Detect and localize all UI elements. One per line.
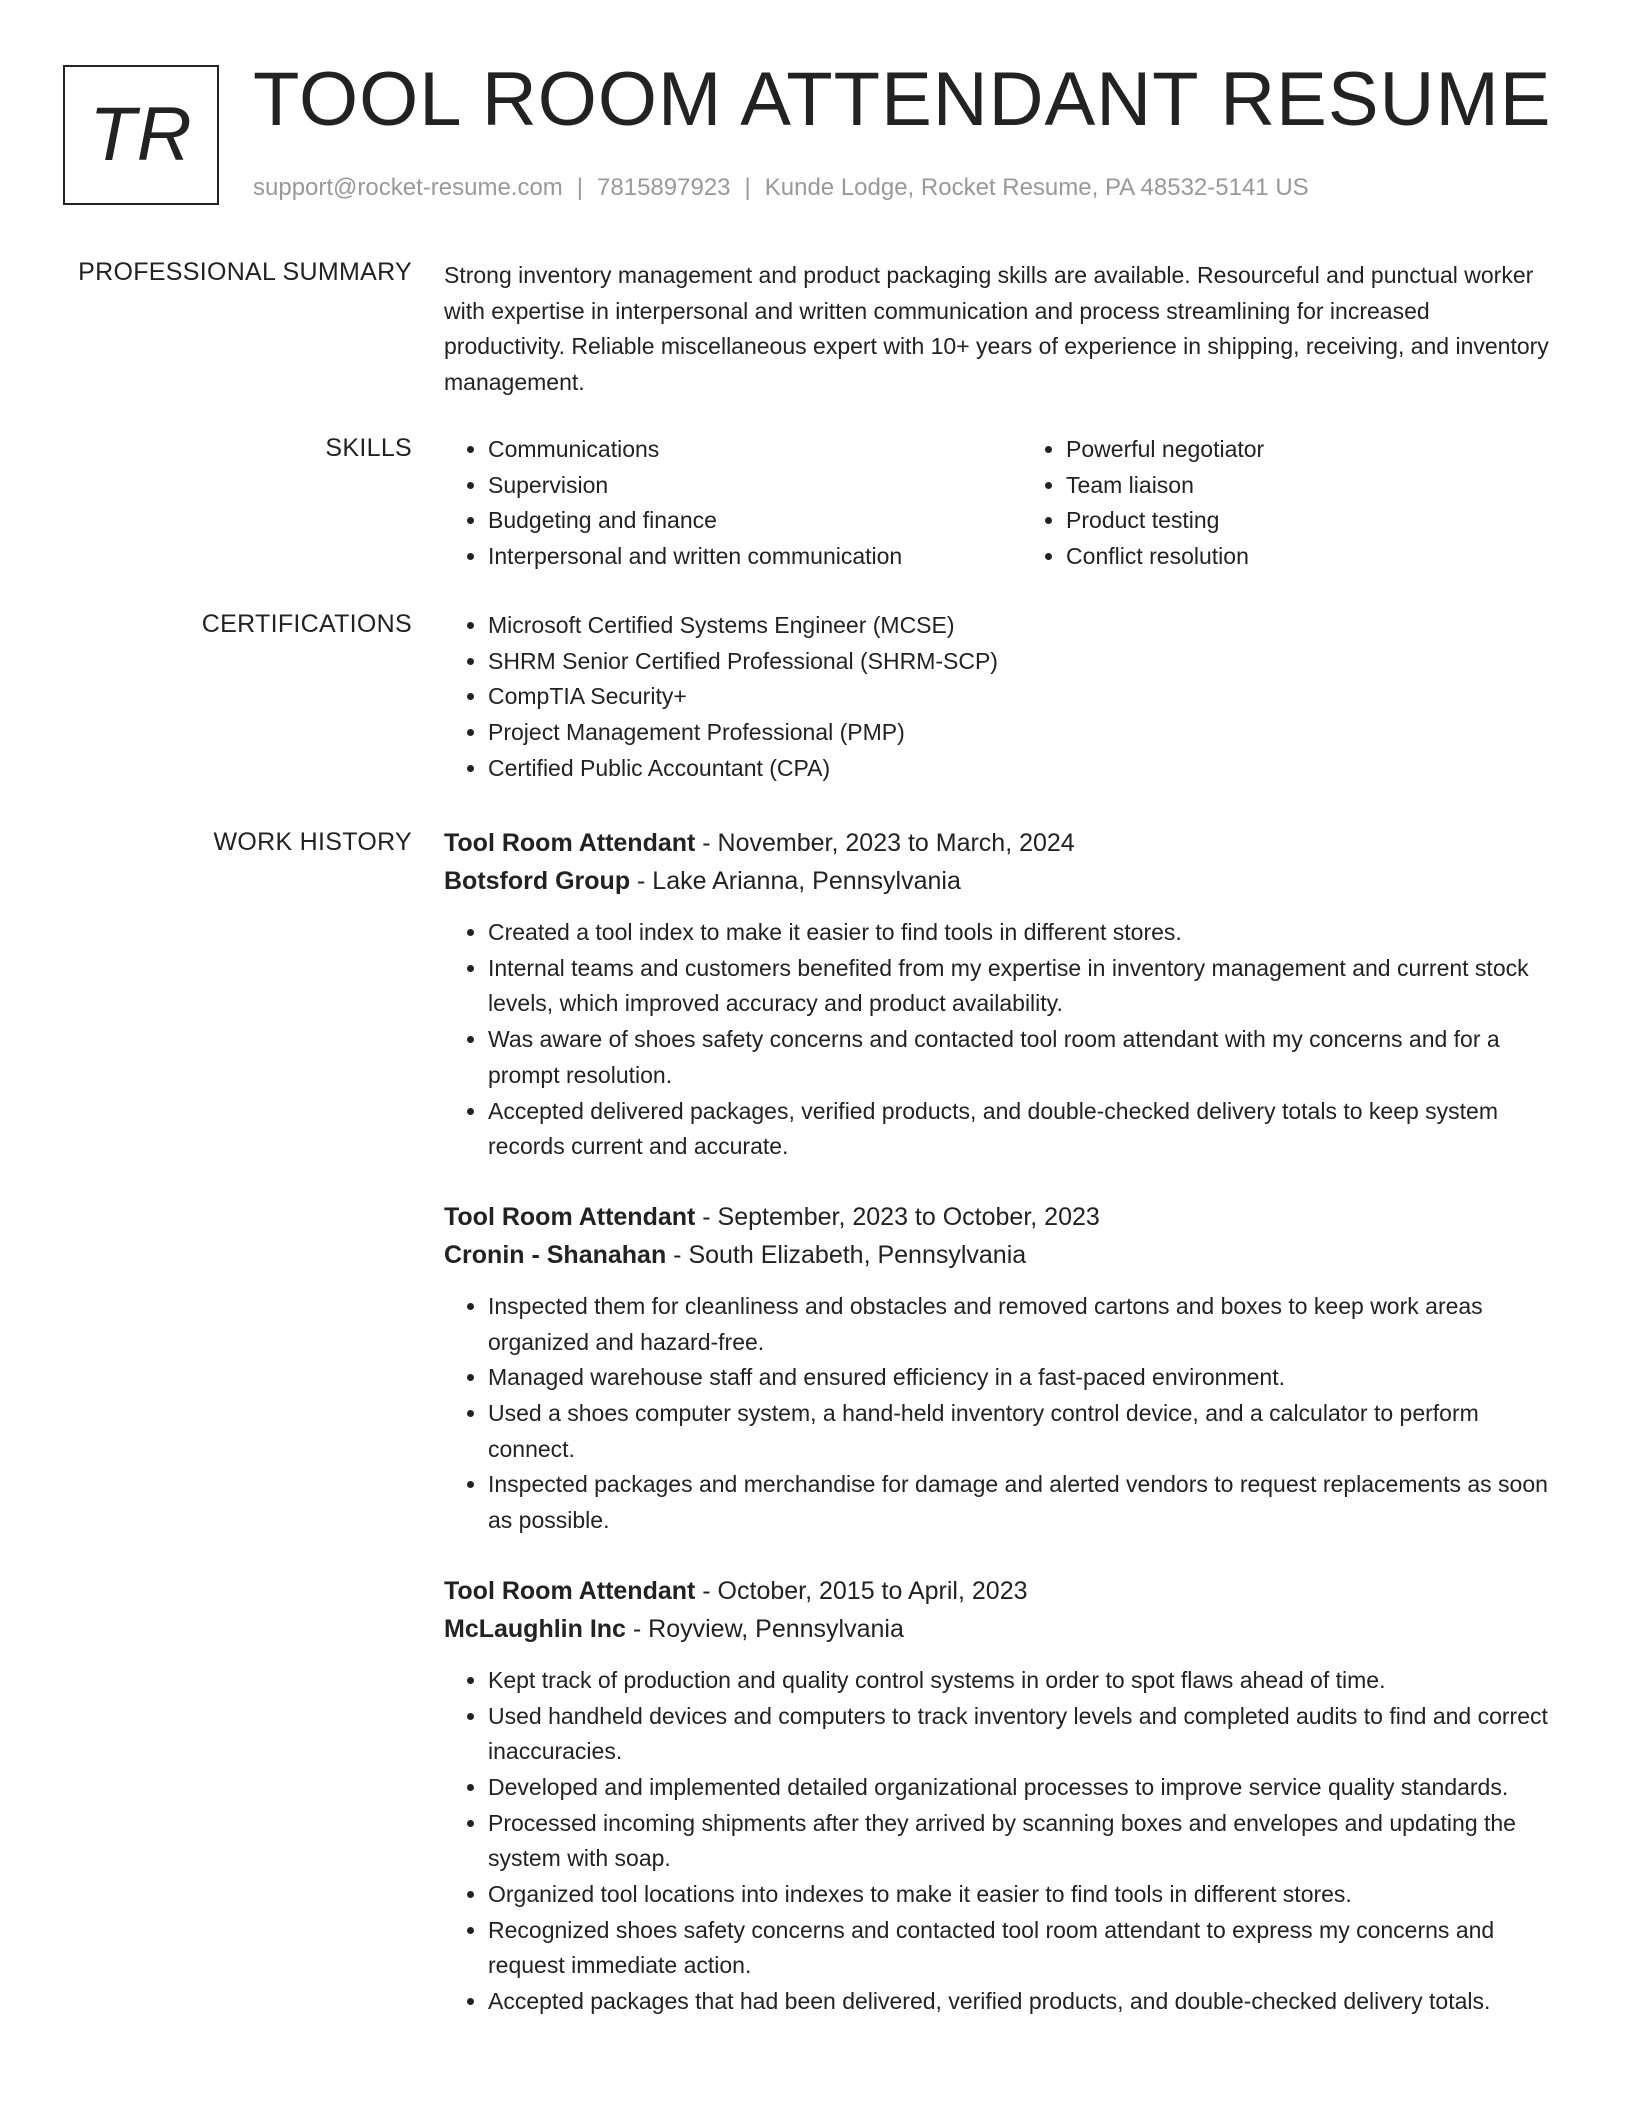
certification-item: • SHRM Senior Certified Professional (SHRM-SCP) bbox=[488, 644, 1556, 680]
job-company: Botsford Group bbox=[444, 867, 631, 895]
job-location: - Royview, Pennsylvania bbox=[625, 1614, 904, 1643]
section-label-work-history: WORK HISTORY bbox=[213, 828, 412, 856]
skills-column-1 bbox=[444, 432, 1022, 575]
job-title: Tool Room Attendant bbox=[444, 1576, 696, 1605]
job-bullet: • Accepted delivered packages, verified products, and double-checked delivery totals to keep system records current and accurate. bbox=[488, 1094, 1556, 1165]
job-bullet: • Recognized shoes safety concerns and contacted tool room attendant to express my concerns and request immediate action. bbox=[488, 1913, 1556, 1984]
job-bullet: • Kept track of production and quality control systems in order to spot flaws ahead of time. bbox=[488, 1663, 1556, 1699]
job-bullet: • Used handheld devices and computers to track inventory levels and completed audits to find and correct inaccuracies. bbox=[488, 1699, 1556, 1770]
job-company-line bbox=[444, 862, 1556, 900]
job-bullet: • Organized tool locations into indexes to make it easier to find tools in different stores. bbox=[488, 1877, 1556, 1913]
certification-item: • Project Management Professional (PMP) bbox=[488, 715, 1556, 751]
skill-item: • Supervision bbox=[488, 468, 1022, 504]
summary-text: Strong inventory management and product packaging skills are available. Resourceful and punctual worker with expertise in interpersonal and written communication and process streamlining for increased productivity. Reliable miscellaneous expert with 10+ years of experience in shipping, receiving, and inventory management. bbox=[444, 262, 1549, 396]
job-bullet: • Was aware of shoes safety concerns and contacted tool room attendant with my concerns and for a prompt resolution. bbox=[488, 1022, 1556, 1093]
job-title: Tool Room Attendant bbox=[444, 829, 696, 857]
job-title: Tool Room Attendant bbox=[444, 1202, 696, 1231]
job-title-line bbox=[444, 824, 1556, 862]
job-bullet: • Managed warehouse staff and ensured efficiency in a fast-paced environment. bbox=[488, 1360, 1556, 1396]
section-label-summary: PROFESSIONAL SUMMARY bbox=[78, 258, 412, 286]
job-bullet: • Inspected them for cleanliness and obstacles and removed cartons and boxes to keep work areas organized and hazard-free. bbox=[488, 1289, 1556, 1360]
skill-item: • Interpersonal and written communication bbox=[488, 539, 1022, 575]
contact-line bbox=[253, 174, 1309, 202]
job-bullets bbox=[444, 915, 1556, 1165]
job-bullets bbox=[444, 1663, 1556, 2020]
job-dates: - October, 2015 to April, 2023 bbox=[695, 1576, 1028, 1605]
contact-phone[interactable]: 7815897923 bbox=[597, 174, 731, 201]
job-entry bbox=[444, 1198, 1556, 1539]
contact-email[interactable]: support@rocket-resume.com bbox=[253, 174, 563, 201]
job-entry bbox=[444, 1572, 1556, 2020]
skills-list bbox=[444, 432, 1556, 575]
job-bullet: • Developed and implemented detailed organizational processes to improve service quality standards. bbox=[488, 1770, 1556, 1806]
job-bullet: • Internal teams and customers benefited from my expertise in inventory management and current stock levels, which improved accuracy and product availability. bbox=[488, 951, 1556, 1022]
job-entry bbox=[444, 824, 1556, 1165]
job-company-line bbox=[444, 1236, 1556, 1274]
work-history bbox=[444, 824, 1556, 2053]
certification-item: • CompTIA Security+ bbox=[488, 679, 1556, 715]
monogram-initials: TR bbox=[89, 92, 193, 177]
section-label-skills: SKILLS bbox=[325, 434, 412, 462]
job-dates: - November, 2023 to March, 2024 bbox=[695, 829, 1075, 857]
job-title-line bbox=[444, 1572, 1556, 1610]
job-bullet: • Accepted packages that had been delivered, verified products, and double-checked delivery totals. bbox=[488, 1984, 1556, 2020]
job-company: Cronin - Shanahan bbox=[444, 1240, 667, 1269]
job-bullet: • Inspected packages and merchandise for damage and alerted vendors to request replacements as soon as possible. bbox=[488, 1467, 1556, 1538]
contact-address: Kunde Lodge, Rocket Resume, PA 48532-5141 US bbox=[764, 174, 1309, 201]
monogram-badge bbox=[63, 65, 219, 205]
resume-title: TOOL ROOM ATTENDANT RESUME bbox=[253, 57, 1552, 142]
skill-item: • Conflict resolution bbox=[1066, 539, 1556, 575]
skill-item: • Communications bbox=[488, 432, 1022, 468]
job-location: - South Elizabeth, Pennsylvania bbox=[666, 1240, 1027, 1269]
skills-column-2 bbox=[1022, 432, 1556, 575]
contact-separator: | bbox=[744, 174, 751, 201]
certifications-list bbox=[444, 608, 1556, 787]
skill-item: • Team liaison bbox=[1066, 468, 1556, 504]
skill-item: • Product testing bbox=[1066, 503, 1556, 539]
job-bullets bbox=[444, 1289, 1556, 1539]
skill-item: • Powerful negotiator bbox=[1066, 432, 1556, 468]
certification-item: • Microsoft Certified Systems Engineer (MCSE) bbox=[488, 608, 1556, 644]
job-company-line bbox=[444, 1610, 1556, 1648]
job-bullet: • Used a shoes computer system, a hand-held inventory control device, and a calculator to perform connect. bbox=[488, 1396, 1556, 1467]
job-company: McLaughlin Inc bbox=[444, 1614, 626, 1643]
contact-separator: | bbox=[576, 174, 584, 201]
section-label-certifications: CERTIFICATIONS bbox=[201, 610, 412, 638]
skill-item: • Budgeting and finance bbox=[488, 503, 1022, 539]
certification-item: • Certified Public Accountant (CPA) bbox=[488, 751, 1556, 787]
job-location: - Lake Arianna, Pennsylvania bbox=[630, 867, 961, 895]
job-dates: - September, 2023 to October, 2023 bbox=[695, 1202, 1100, 1231]
job-bullet: • Created a tool index to make it easier to find tools in different stores. bbox=[488, 915, 1556, 951]
job-title-line bbox=[444, 1198, 1556, 1236]
job-bullet: • Processed incoming shipments after they arrived by scanning boxes and envelopes and updating the system with soap. bbox=[488, 1806, 1556, 1877]
